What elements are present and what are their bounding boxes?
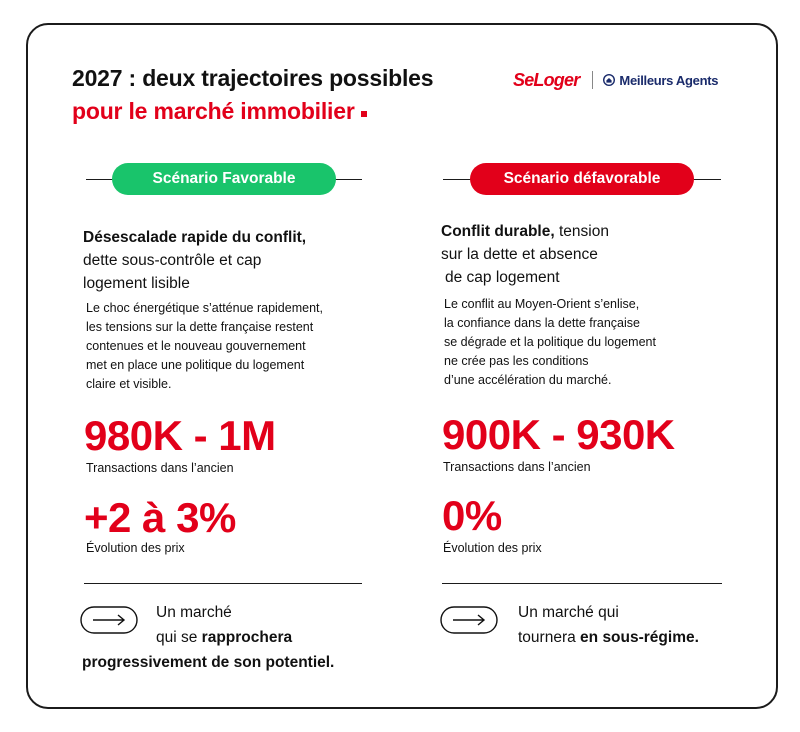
right-heading-bold: Conflit durable, (441, 223, 555, 240)
left-transactions-label: Transactions dans l’ancien (86, 461, 234, 475)
left-conclusion-line1: Un marché (156, 604, 232, 621)
right-conclusion-line1: Un marché qui (518, 604, 619, 621)
right-conclusion-line2 (518, 629, 699, 646)
right-heading-rest: tension (554, 223, 609, 240)
right-heading (441, 220, 609, 289)
right-transactions-label: Transactions dans l’ancien (443, 460, 591, 474)
right-desc-line: d’une accélération du marché. (444, 373, 612, 387)
scenario-favorable-badge: Scénario Favorable (112, 163, 336, 195)
right-heading-line3: de cap logement (445, 269, 560, 286)
seloger-logo: SeLoger (513, 69, 580, 90)
left-conclusion-prefix: qui se (156, 629, 202, 646)
left-heading-bold: Désescalade rapide du conflit, (83, 229, 307, 246)
meilleurs-agents-logo: Meilleurs Agents (619, 72, 719, 88)
left-conclusion-line2 (82, 629, 292, 646)
right-conclusion-bold: en sous-régime. (580, 629, 699, 646)
left-divider (84, 583, 362, 584)
left-desc-line: claire et visible. (86, 377, 172, 391)
right-transactions-value: 900K - 930K (442, 411, 675, 458)
left-desc-line: contenues et le nouveau gouvernement (86, 339, 306, 353)
house-pin-icon (603, 74, 615, 86)
right-description (444, 295, 656, 390)
left-conclusion-bold: rapprochera (201, 629, 293, 646)
left-conclusion (82, 600, 334, 675)
title-line-2-text: pour le marché immobilier (72, 98, 355, 124)
left-description (86, 299, 323, 394)
title-line-1: 2027 : deux trajectoires possibles (72, 65, 434, 91)
left-desc-line: met en place une politique du logement (86, 358, 305, 372)
right-desc-line: la confiance dans la dette française (444, 316, 640, 330)
title-dot (361, 111, 367, 117)
left-desc-line: les tensions sur la dette française restent (86, 320, 314, 334)
right-desc-line: Le conflit au Moyen-Orient s’enlise, (444, 297, 640, 311)
right-prix-label: Évolution des prix (443, 541, 542, 555)
right-prix-value: 0% (442, 492, 502, 539)
right-conclusion-prefix: tournera (518, 629, 581, 646)
left-prix-value: +2 à 3% (84, 494, 236, 541)
left-conclusion-line3: progressivement de son potentiel. (82, 654, 335, 671)
left-heading (83, 226, 306, 295)
left-transactions-value: 980K - 1M (84, 412, 276, 459)
right-desc-line: ne crée pas les conditions (444, 354, 589, 368)
left-heading-line3: logement lisible (83, 275, 190, 292)
left-heading-line2: dette sous-contrôle et cap (83, 252, 262, 269)
scenario-defavorable-badge: Scénario défavorable (470, 163, 694, 195)
right-conclusion (518, 600, 699, 650)
left-prix-label: Évolution des prix (86, 541, 185, 555)
logo-separator (592, 71, 593, 89)
right-divider (442, 583, 722, 584)
right-heading-line2: sur la dette et absence (441, 246, 598, 263)
left-desc-line: Le choc énergétique s’atténue rapidement, (86, 301, 323, 315)
page-title (72, 62, 433, 128)
arrow-right-icon (440, 606, 498, 634)
title-line-2 (72, 95, 433, 128)
right-desc-line: se dégrade et la politique du logement (444, 335, 656, 349)
brand-logos (513, 68, 718, 92)
